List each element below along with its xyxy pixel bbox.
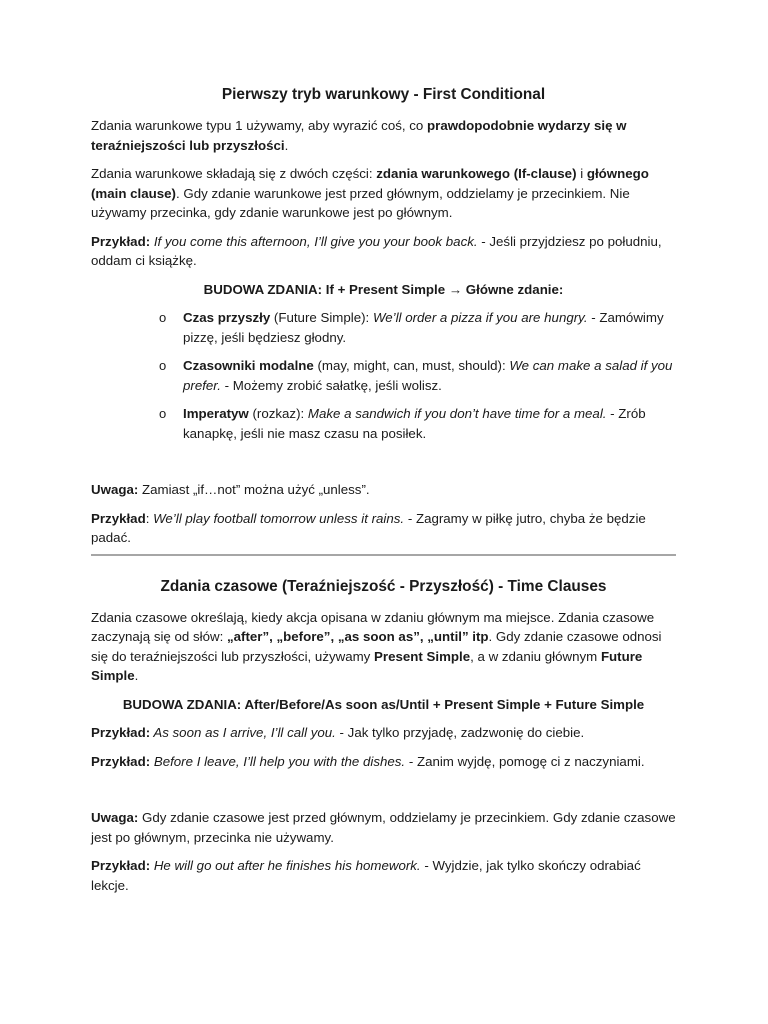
section1-bullet-list xyxy=(91,308,676,443)
bullet-icon: o xyxy=(159,406,167,421)
list-item: o Czas przyszły (Future Simple): We’ll order a pizza if you are hungry. - Zamówimy pizzę, jeśli będziesz głodny. xyxy=(159,310,664,345)
section2-example-2: Przykład: Before I leave, I’ll help you with the dishes. - Zanim wyjdę, pomogę ci z naczyniami. xyxy=(91,753,645,769)
section1-title: Pierwszy tryb warunkowy - First Conditional xyxy=(221,86,546,103)
section1-example: Przykład: If you come this afternoon, I’ll give you your book back. - Jeśli przyjdziesz po południu, oddam ci książkę. xyxy=(91,233,662,268)
section2-example-1: Przykład: As soon as I arrive, I’ll call you. - Jak tylko przyjadę, zadzwonię do ciebie. xyxy=(91,725,585,740)
list-item: o Imperatyw (rozkaz): Make a sandwich if you don’t have time for a meal. - Zrób kanapkę, jeśli nie masz czasu na posiłek. xyxy=(159,406,646,441)
list-item: o Czasowniki modalne (may, might, can, must, should): We can make a salad if you prefer. - Możemy zrobić sałatkę, jeśli wolisz. xyxy=(159,358,673,393)
bullet-icon: o xyxy=(159,358,167,373)
section2-example-3: Przykład: He will go out after he finishes his homework. - Wyjdzie, jak tylko skończy odrabiać lekcje. xyxy=(91,858,641,893)
section-divider xyxy=(91,554,676,556)
section1-unless-example: Przykład: We’ll play football tomorrow unless it rains. - Zagramy w piłkę jutro, chyba że będzie padać. xyxy=(91,510,646,545)
section2-note: Uwaga: Gdy zdanie czasowe jest przed głównym, oddzielamy je przecinkiem. Gdy zdanie czasowe jest po głównym, przecinka nie używamy. xyxy=(91,810,676,845)
section2-intro: Zdania czasowe określają, kiedy akcja opisana w zdaniu głównym ma miejsce. Zdania czasowe zaczynają się od słów: „after”, „before”, „as soon as”, „until” itp. Gdy zdanie czasowe odnosi się do teraźniejszości lub przyszłości, używamy Present Simple, a w zdaniu głównym Future Simple. xyxy=(91,609,662,683)
section2-structure: BUDOWA ZDANIA: After/Before/As soon as/Until + Present Simple + Future Simple xyxy=(122,696,645,712)
section1-structure: BUDOWA ZDANIA: If + Present Simple → Główne zdanie: xyxy=(203,281,564,297)
section1-note: Uwaga: Zamiast „if…not” można użyć „unless”. xyxy=(91,482,370,497)
section1-parts-paragraph: Zdania warunkowe składają się z dwóch części: zdania warunkowego (If-clause) i głównego (main clause). Gdy zdanie warunkowe jest przed głównym, oddzielamy je przecinkiem. Nie używamy przecinka, gdy zdanie warunkowe jest po głównym. xyxy=(91,166,649,220)
bullet-icon: o xyxy=(159,310,167,325)
section2-title: Zdania czasowe (Teraźniejszość - Przyszłość) - Time Clauses xyxy=(160,577,607,595)
section1-intro: Zdania warunkowe typu 1 używamy, aby wyrazić coś, co prawdopodobnie wydarzy się w teraźniejszości lub przyszłości. xyxy=(91,118,627,153)
